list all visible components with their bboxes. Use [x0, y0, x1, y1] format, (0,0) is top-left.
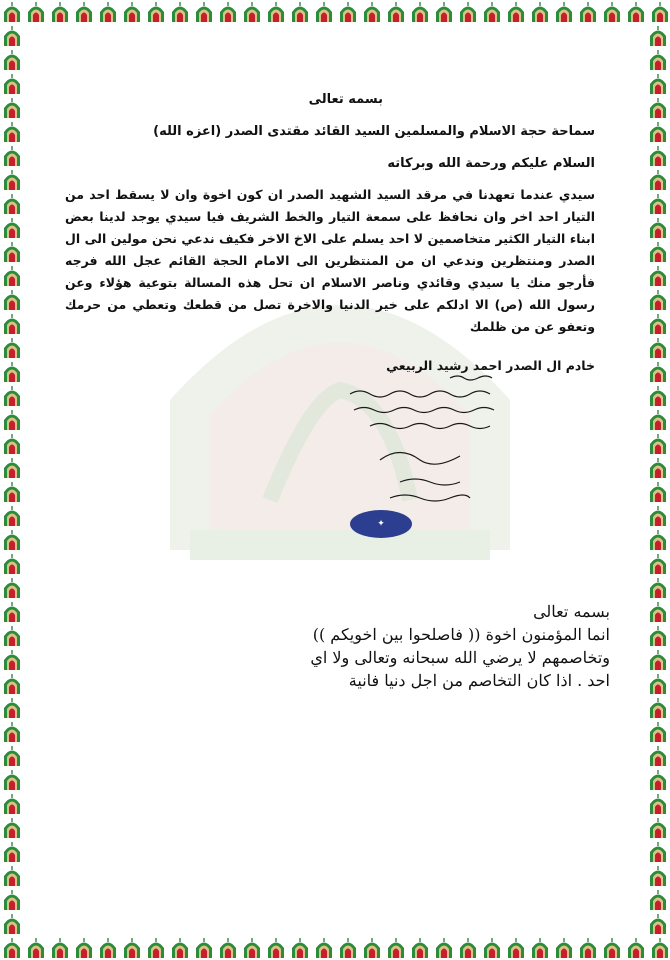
transcription-line-2: انما المؤمنون اخوة (( فاصلحوا بين اخويكم )) [312, 625, 610, 644]
border-dome-tile [646, 240, 670, 264]
border-dome-tile [504, 0, 528, 24]
border-dome-tile [456, 0, 480, 24]
border-dome-tile [646, 600, 670, 624]
border-dome-tile [646, 192, 670, 216]
border-dome-tile [0, 624, 24, 648]
border-dome-tile [646, 504, 670, 528]
border-dome-tile [168, 0, 192, 24]
border-dome-tile [0, 168, 24, 192]
border-dome-tile [48, 936, 72, 960]
border-dome-tile [0, 576, 24, 600]
border-dome-tile [408, 936, 432, 960]
border-dome-tile [646, 912, 670, 936]
border-dome-tile [408, 0, 432, 24]
border-dome-tile [646, 648, 670, 672]
border-dome-tile [0, 192, 24, 216]
border-dome-tile [0, 888, 24, 912]
border-dome-tile [0, 288, 24, 312]
border-dome-tile [0, 240, 24, 264]
border-dome-tile [646, 408, 670, 432]
border-dome-tile [0, 336, 24, 360]
border-dome-tile [264, 936, 288, 960]
border-dome-tile [72, 936, 96, 960]
border-dome-tile [648, 936, 670, 960]
border-dome-tile [0, 312, 24, 336]
border-dome-tile [646, 480, 670, 504]
border-dome-tile [0, 480, 24, 504]
decorative-border-bottom [0, 936, 670, 960]
border-dome-tile [0, 816, 24, 840]
border-dome-tile [0, 120, 24, 144]
letter-recipient: سماحة حجة الاسلام والمسلمين السيد القائد مقتدى الصدر (اعزه الله) [153, 124, 595, 139]
border-dome-tile [0, 408, 24, 432]
border-dome-tile [0, 720, 24, 744]
border-dome-tile [0, 72, 24, 96]
border-dome-tile [0, 384, 24, 408]
border-dome-tile [72, 0, 96, 24]
border-dome-tile [240, 0, 264, 24]
border-dome-tile [48, 0, 72, 24]
border-dome-tile [120, 0, 144, 24]
border-dome-tile [456, 936, 480, 960]
border-dome-tile [600, 0, 624, 24]
letter-signature: خادم ال الصدر احمد رشيد الربيعي [386, 358, 595, 373]
border-dome-tile [552, 0, 576, 24]
border-dome-tile [0, 912, 24, 936]
border-dome-tile [646, 24, 670, 48]
border-dome-tile [0, 936, 24, 960]
border-dome-tile [646, 576, 670, 600]
border-dome-tile [646, 552, 670, 576]
border-dome-tile [0, 24, 24, 48]
border-dome-tile [24, 936, 48, 960]
border-dome-tile [0, 504, 24, 528]
border-dome-tile [646, 384, 670, 408]
border-dome-tile [384, 936, 408, 960]
border-dome-tile [646, 744, 670, 768]
decorative-border-right [646, 24, 670, 936]
border-dome-tile [646, 288, 670, 312]
border-dome-tile [384, 0, 408, 24]
border-dome-tile [0, 840, 24, 864]
border-dome-tile [0, 792, 24, 816]
reply-transcription [260, 600, 610, 692]
border-dome-tile [216, 0, 240, 24]
border-dome-tile [0, 768, 24, 792]
transcription-line-1: بسمه تعالى [533, 602, 610, 621]
border-dome-tile [192, 936, 216, 960]
border-dome-tile [646, 312, 670, 336]
border-dome-tile [528, 0, 552, 24]
handwritten-reply-scribble [330, 370, 510, 520]
border-dome-tile [0, 552, 24, 576]
border-dome-tile [646, 72, 670, 96]
border-dome-tile [336, 936, 360, 960]
border-dome-tile [646, 792, 670, 816]
border-dome-tile [144, 0, 168, 24]
border-dome-tile [0, 456, 24, 480]
border-dome-tile [646, 528, 670, 552]
border-dome-tile [624, 0, 648, 24]
border-dome-tile [646, 264, 670, 288]
border-dome-tile [432, 936, 456, 960]
border-dome-tile [646, 864, 670, 888]
letter-greeting: السلام عليكم ورحمة الله وبركاته [387, 156, 595, 171]
border-dome-tile [0, 96, 24, 120]
border-dome-tile [0, 744, 24, 768]
border-dome-tile [336, 0, 360, 24]
border-dome-tile [646, 96, 670, 120]
border-dome-tile [168, 936, 192, 960]
border-dome-tile [646, 720, 670, 744]
decorative-border-top [0, 0, 670, 24]
border-dome-tile [432, 0, 456, 24]
official-stamp: ✦ [350, 510, 412, 538]
border-dome-tile [312, 0, 336, 24]
border-dome-tile [646, 168, 670, 192]
border-dome-tile [0, 648, 24, 672]
border-dome-tile [0, 528, 24, 552]
border-dome-tile [648, 0, 670, 24]
border-dome-tile [624, 936, 648, 960]
border-dome-tile [288, 0, 312, 24]
border-dome-tile [0, 672, 24, 696]
border-dome-tile [192, 0, 216, 24]
border-dome-tile [24, 0, 48, 24]
border-dome-tile [0, 144, 24, 168]
border-dome-tile [528, 936, 552, 960]
border-dome-tile [0, 48, 24, 72]
border-dome-tile [552, 936, 576, 960]
border-dome-tile [0, 216, 24, 240]
decorative-border-left [0, 24, 24, 936]
border-dome-tile [646, 48, 670, 72]
border-dome-tile [0, 0, 24, 24]
border-dome-tile [646, 216, 670, 240]
border-dome-tile [646, 144, 670, 168]
border-dome-tile [480, 936, 504, 960]
border-dome-tile [264, 0, 288, 24]
border-dome-tile [646, 840, 670, 864]
border-dome-tile [646, 120, 670, 144]
border-dome-tile [504, 936, 528, 960]
border-dome-tile [646, 624, 670, 648]
border-dome-tile [480, 0, 504, 24]
border-dome-tile [360, 936, 384, 960]
border-dome-tile [646, 360, 670, 384]
border-dome-tile [360, 0, 384, 24]
border-dome-tile [240, 936, 264, 960]
transcription-line-3: وتخاصمهم لا يرضي الله سبحانه وتعالى ولا اي [310, 648, 610, 667]
border-dome-tile [646, 336, 670, 360]
border-dome-tile [646, 816, 670, 840]
border-dome-tile [646, 696, 670, 720]
border-dome-tile [576, 936, 600, 960]
letter-basmala: بسمه تعالى [308, 92, 383, 107]
border-dome-tile [312, 936, 336, 960]
border-dome-tile [96, 936, 120, 960]
border-dome-tile [0, 696, 24, 720]
border-dome-tile [120, 936, 144, 960]
border-dome-tile [600, 936, 624, 960]
border-dome-tile [288, 936, 312, 960]
border-dome-tile [0, 360, 24, 384]
border-dome-tile [0, 600, 24, 624]
border-dome-tile [576, 0, 600, 24]
border-dome-tile [96, 0, 120, 24]
border-dome-tile [646, 768, 670, 792]
border-dome-tile [646, 456, 670, 480]
transcription-line-4: احد . اذا كان التخاصم من اجل دنيا فانية [348, 671, 610, 690]
letter-body: سيدي عندما تعهدنا في مرقد السيد الشهيد الصدر ان كون اخوة وان لا يسقط احد من التيار احد اخر وان نحافظ على سمعة التيار والخط الشريف فيا سيدي يوجد لدينا بعض ابناء التيار الكثير متخاصمين لا احد يسلم على الاخ الاخر فكيف ندعي نحن مولين الى ال الصدر ومنتظرين وندعي ان من المنتظرين الى الامام الحجة القائم عجل الله فرجه فأرجو منك يا سيدي وقائدي وناصر الاسلام ان تحل هذه المسالة بتوعية هؤلاء وعن رسول الله (ص) الا ادلكم على خير الدنيا والاخرة تصل من قطعك وتعطي من حرمك وتعفو عن من ظلمك [65, 187, 595, 334]
border-dome-tile [0, 864, 24, 888]
border-dome-tile [216, 936, 240, 960]
border-dome-tile [646, 888, 670, 912]
border-dome-tile [0, 264, 24, 288]
border-dome-tile [144, 936, 168, 960]
border-dome-tile [0, 432, 24, 456]
border-dome-tile [646, 432, 670, 456]
border-dome-tile [646, 672, 670, 696]
